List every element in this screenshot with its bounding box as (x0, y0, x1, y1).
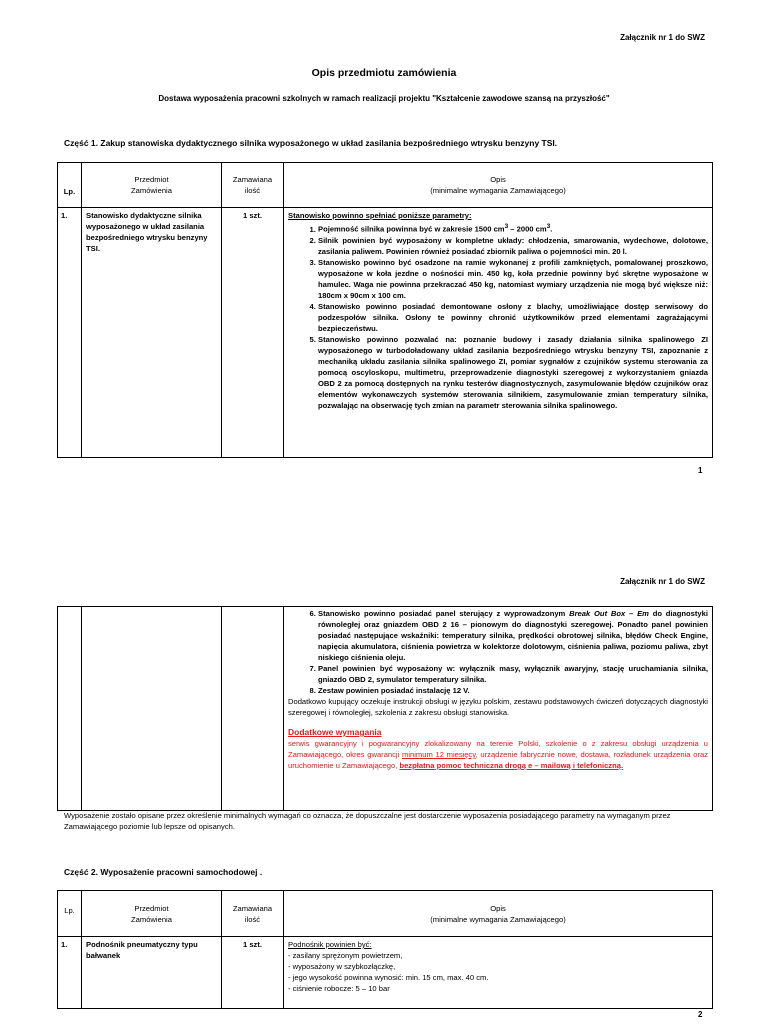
table-header-row (58, 163, 713, 208)
list-item: - wyposażony w szybkozłączkę, (288, 962, 396, 971)
col-item-header (82, 163, 222, 208)
qty-header-line2: ilość (244, 914, 261, 924)
row-lp: 1. (58, 937, 82, 1009)
col-item-header (82, 891, 222, 937)
list-item: 6. Stanowisko powinno posiadać panel sterujący z wyprowadzonym Break Out Box – Em do diagnostyki równoległej oraz gniazdem OBD 2 16 – pionowym do diagnostyki szeregowej. Ponadto panel powinien posiadać następujące wskaźniki: temperatury silnika, prędkości obrotowej silnika, błędów Check Engine, napięcia akumulatora, ciśnienia powietrza w kolektorze dolotowym, ciśnienia paliwa, poziomu paliwa, zbyt niskiego ciśnienia oleju. (318, 608, 708, 663)
row-description (284, 607, 713, 811)
table-row (58, 937, 713, 1009)
item-header-line1: Przedmiot (134, 903, 169, 913)
requirements-table-continued (57, 606, 713, 811)
list-item: 4. Stanowisko powinno posiadać demontowane osłony z blachy, umożliwiające dostęp serwisowy do podzespołów silnika. Osłony te powinny chronić użytkowników przed elementami zagrażającymi bezpieczeństwu. (318, 301, 708, 334)
requirements-table-part2 (57, 890, 713, 1009)
qty-header-line2: ilość (244, 186, 261, 195)
page-number: 2 (698, 1010, 703, 1019)
item-header-line2: Zamówienia (131, 186, 172, 195)
row-item (82, 607, 222, 811)
qty-header-line1: Zamawiana (232, 903, 273, 913)
table-row (58, 607, 713, 811)
item-header-line1: Przedmiot (134, 175, 169, 184)
list-item: - jego wysokość powinna wynosić: min. 15 cm, max. 40 cm. (288, 973, 489, 982)
row-lp: 1. (58, 208, 82, 458)
document-subtitle: Dostawa wyposażenia pracowni szkolnych w ramach realizacji projektu "Kształcenie zawodowe szansą na przyszłość" (158, 94, 610, 103)
row-item: Podnośnik pneumatyczny typu bałwanek (82, 937, 222, 1009)
item-header-line2: Zamówienia (131, 914, 172, 924)
row-lp (58, 607, 82, 811)
list-item: 3. Stanowisko powinno być osadzone na ramie wykonanej z profili zamkniętych, pomalowanej proszkowo, wyposażone w koła jezdne o nośności min. 450 kg, koła przednie powinny być skrętne wyposażone w hamulec. Waga nie powinna przekraczać 450 kg, natomiast wymiary urządzenia nie mogą być większe niż: 180cm x 90cm x 100 cm. (318, 257, 708, 301)
table-row (58, 208, 713, 458)
page-1 (0, 0, 768, 490)
col-qty-header (222, 163, 284, 208)
row-qty (222, 607, 284, 811)
list-item: 8. Zestaw powinien posiadać instalację 12 V. (318, 685, 708, 696)
description-intro: Stanowisko powinno spełniać poniższe parametry: (288, 211, 472, 220)
lp-header-text: Lp. (63, 186, 76, 196)
additional-requirements-title: Dodatkowe wymagania (288, 727, 382, 737)
warranty-period: minimum 12 miesięcy (402, 750, 476, 759)
table-header-row (58, 891, 713, 937)
list-item: - ciśnienie robocze: 5 – 10 bar (288, 984, 390, 993)
lp-header-text: Lp. (64, 906, 75, 915)
document-title: Opis przedmiotu zamówienia (311, 67, 457, 79)
row-item: Stanowisko dydaktyczne silnika wyposażonego w układ zasilania bezpośredniego wtrysku benzyny TSI. (82, 208, 222, 458)
row-qty: 1 szt. (222, 937, 284, 1009)
list-item: - zasilany sprężonym powietrzem, (288, 951, 403, 960)
col-lp-header (58, 163, 82, 208)
row-description (284, 937, 713, 1009)
additional-info: Dodatkowo kupujący oczekuje instrukcji obsługi w języku polskim, zestawu podstawowych ćwiczeń dotyczących diagnostyki szeregowej i równoległej, szkolenia z zakresu obsługi stanowiska. (288, 697, 708, 717)
list-item: 1. Pojemność silnika powinna być w zakresie 1500 $cm^3 - 2000$ $cm^3$. (318, 221, 708, 235)
section-title: Część 2. Wyposażenie pracowni samochodowej . (64, 867, 263, 877)
row-description (284, 208, 713, 458)
requirements-table (57, 162, 713, 458)
desc-header-line1: Opis (490, 903, 506, 913)
qty-header-line1: Zamawiana (232, 175, 273, 184)
page-header: Załącznik nr 1 do SWZ (620, 577, 705, 586)
requirements-list (288, 221, 708, 411)
list-item: 2. Silnik powinien być wyposażony w kompletne układy: chłodzenia, smarowania, wydechowe, dolotowe, zasilania paliwem. Powinien również posiadać zbiornik paliwa o pojemności min. 20 l. (318, 235, 708, 257)
desc-header-line2: (minimalne wymagania Zamawiającego) (430, 914, 566, 924)
description-intro: Podnośnik powinien być: (288, 940, 372, 949)
page-2 (0, 540, 768, 1024)
requirements-list (288, 608, 708, 696)
additional-requirements: serwis gwarancyjny i pogwarancyjny zlokalizowany na terenie Polski, szkolenie o z zakresu obsługi urządzenia u Zamawiającego, okres gwarancji minimum 12 miesięcy, urządzenie fabrycznie nowe, dostawa, rozładunek urządzenia oraz uruchomienie u Zamawiającego, bezpłatna pomoc techniczna drogą e – mailową i telefoniczną. (288, 739, 708, 770)
desc-header-line2: (minimalne wymagania Zamawiającego) (430, 186, 566, 195)
page-number: 1 (698, 466, 703, 475)
col-qty-header (222, 891, 284, 937)
col-lp-header (58, 891, 82, 937)
col-desc-header (284, 163, 713, 208)
page-header: Załącznik nr 1 do SWZ (620, 33, 705, 42)
minimum-requirements-note: Wyposażenie zostało opisane przez określenie minimalnych wymagań co oznacza, że dopuszczalne jest dostarczenie wyposażenia posiadającego parametry na wymaganym przez Zamawiającego poziomie lub lepsze od opisanych. (64, 811, 671, 831)
list-item: 7. Panel powinien być wyposażony w: wyłącznik masy, wyłącznik awaryjny, stację uruchamiania silnika, gniazdo OBD 2, symulator temperatury silnika. (318, 663, 708, 685)
row-qty: 1 szt. (222, 208, 284, 458)
col-desc-header (284, 891, 713, 937)
desc-header-line1: Opis (490, 175, 506, 184)
section-title: Część 1. Zakup stanowiska dydaktycznego silnika wyposażonego w układ zasilania bezpośredniego wtrysku benzyny TSI. (64, 138, 558, 148)
list-item: 5. Stanowisko powinno pozwalać na: poznanie budowy i zasady działania silnika spalinowego ZI wyposażonego w turbodoładowany układ zasilania bezpośredniego wtrysku benzyny TSI, zapoznanie z mechaniką układu zasilania silnika spalinowego ZI, pomiar sygnałów z czujników systemu sterowania za pomocą oscyloskopu, multimetru, przeprowadzenie diagnostyki szeregowej z wykorzystaniem gniazda OBD 2 za pomocą dostępnych na rynku testerów diagnostycznych, zasymulowanie błędów czujników oraz elementów wykonawczych systemów sterowania silnikiem, zasymulowanie zmian temperatury silnika, pozwalając na obserwację tych zmian na parametr sterowania silnika spalinowego. (318, 334, 708, 411)
